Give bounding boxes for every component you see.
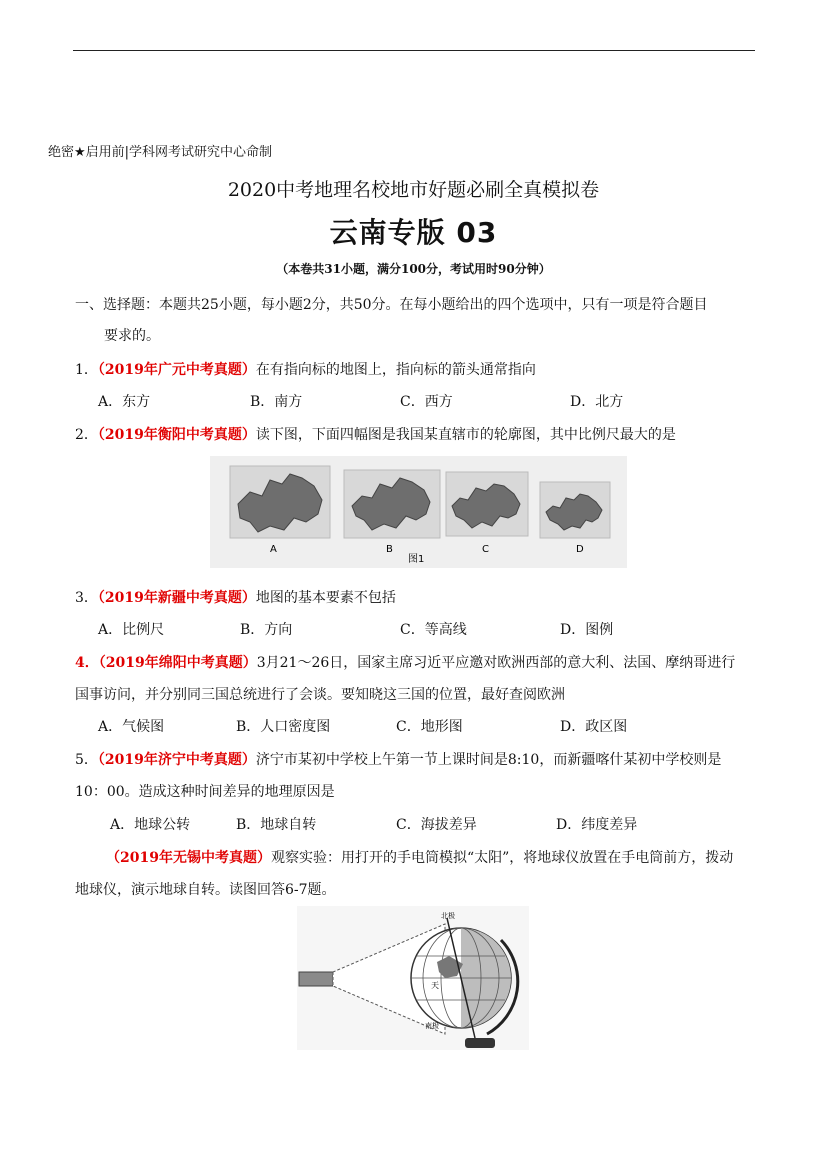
question-source: （2019年新疆中考真题） [97, 590, 256, 606]
label-south-pole: 南极 [425, 1022, 439, 1030]
question-number: 3． [75, 590, 98, 606]
question-group-6-7-cont: 地球仪，演示地球自转。读图回答6-7题。 [75, 882, 336, 898]
map-label-c: C [482, 544, 489, 555]
question-text: 观察实验：用打开的手电筒模拟“太阳”，将地球仪放置在手电筒前方，拨动 [270, 850, 734, 866]
flashlight-icon [299, 972, 333, 986]
option-a: A．比例尺 [98, 622, 165, 638]
option-c: C．等高线 [400, 622, 467, 638]
label-day: 天 [431, 981, 439, 990]
option-b: B．人口密度图 [236, 719, 331, 735]
question-4 [75, 652, 735, 672]
exam-note: （本卷共31小题，满分100分，考试用时90分钟） [276, 262, 551, 276]
question-source: （2019年广元中考真题） [97, 362, 256, 378]
question-number: 1． [75, 362, 98, 378]
option-a: A．气候图 [98, 719, 165, 735]
question-source: （2019年无锡中考真题） [106, 850, 271, 866]
map-label-a: A [270, 544, 277, 555]
question-text: 读下图，下面四幅图是我国某直辖市的轮廓图，其中比例尺最大的是 [255, 427, 676, 443]
section1-instructions-cont: 要求的。 [104, 328, 160, 344]
option-c: C．海拔差异 [396, 817, 477, 833]
option-c: C．西方 [400, 394, 453, 410]
option-d: D．政区图 [560, 719, 628, 735]
question-group-6-7 [106, 847, 733, 867]
option-d: D．纬度差异 [556, 817, 638, 833]
question-text: 3月21～26日，国家主席习近平应邀对欧洲西部的意大利、法国、摩纳哥进行 [256, 655, 736, 671]
figure-caption: 图1 [408, 554, 425, 565]
figure-1-outline-maps [210, 456, 627, 568]
question-text: 济宁市某初中学校上午第一节上课时间是8:10，而新疆喀什某初中学校则是 [255, 752, 722, 768]
question-number: 5． [75, 752, 98, 768]
question-source: （2019年衡阳中考真题） [97, 427, 256, 443]
option-b: B．南方 [250, 394, 303, 410]
option-d: D．北方 [570, 394, 624, 410]
question-number: 4． [75, 655, 99, 671]
map-label-d: D [576, 544, 584, 555]
question-source: （2019年绵阳中考真题） [98, 655, 257, 671]
question-5 [75, 749, 721, 769]
option-c: C．地形图 [396, 719, 463, 735]
globe-flashlight-image [297, 906, 529, 1050]
outline-maps-image [210, 456, 627, 568]
exam-subtitle: 云南专版 03 [329, 216, 498, 249]
globe-stand [465, 1038, 495, 1048]
exam-title: 2020中考地理名校地市好题必刷全真模拟卷 [227, 179, 600, 201]
map-label-b: B [386, 544, 393, 555]
question-4-cont: 国事访问，并分别同三国总统进行了会谈。要知晓这三国的位置，最好查阅欧洲 [75, 687, 565, 703]
header-rule [73, 50, 755, 51]
question-text: 地图的基本要素不包括 [255, 590, 396, 606]
figure-globe-flashlight [297, 906, 529, 1050]
question-1 [75, 359, 536, 379]
option-d: D．图例 [560, 622, 614, 638]
option-a: A．东方 [98, 394, 151, 410]
question-3 [75, 587, 396, 607]
option-a: A．地球公转 [110, 817, 191, 833]
question-number: 2． [75, 427, 98, 443]
option-b: B．地球自转 [236, 817, 317, 833]
option-b: B．方向 [240, 622, 293, 638]
section1-instructions: 一、选择题：本题共25小题，每小题2分，共50分。在每小题给出的四个选项中，只有一项是符合题目 [75, 297, 708, 313]
question-2 [75, 424, 676, 444]
label-north-pole: 北极 [441, 912, 455, 920]
question-text: 在有指向标的地图上，指向标的箭头通常指向 [255, 362, 536, 378]
question-5-cont: 10：00。造成这种时间差异的地理原因是 [75, 784, 335, 800]
question-source: （2019年济宁中考真题） [97, 752, 256, 768]
confidential-label: 绝密★启用前|学科网考试研究中心命制 [48, 145, 273, 160]
